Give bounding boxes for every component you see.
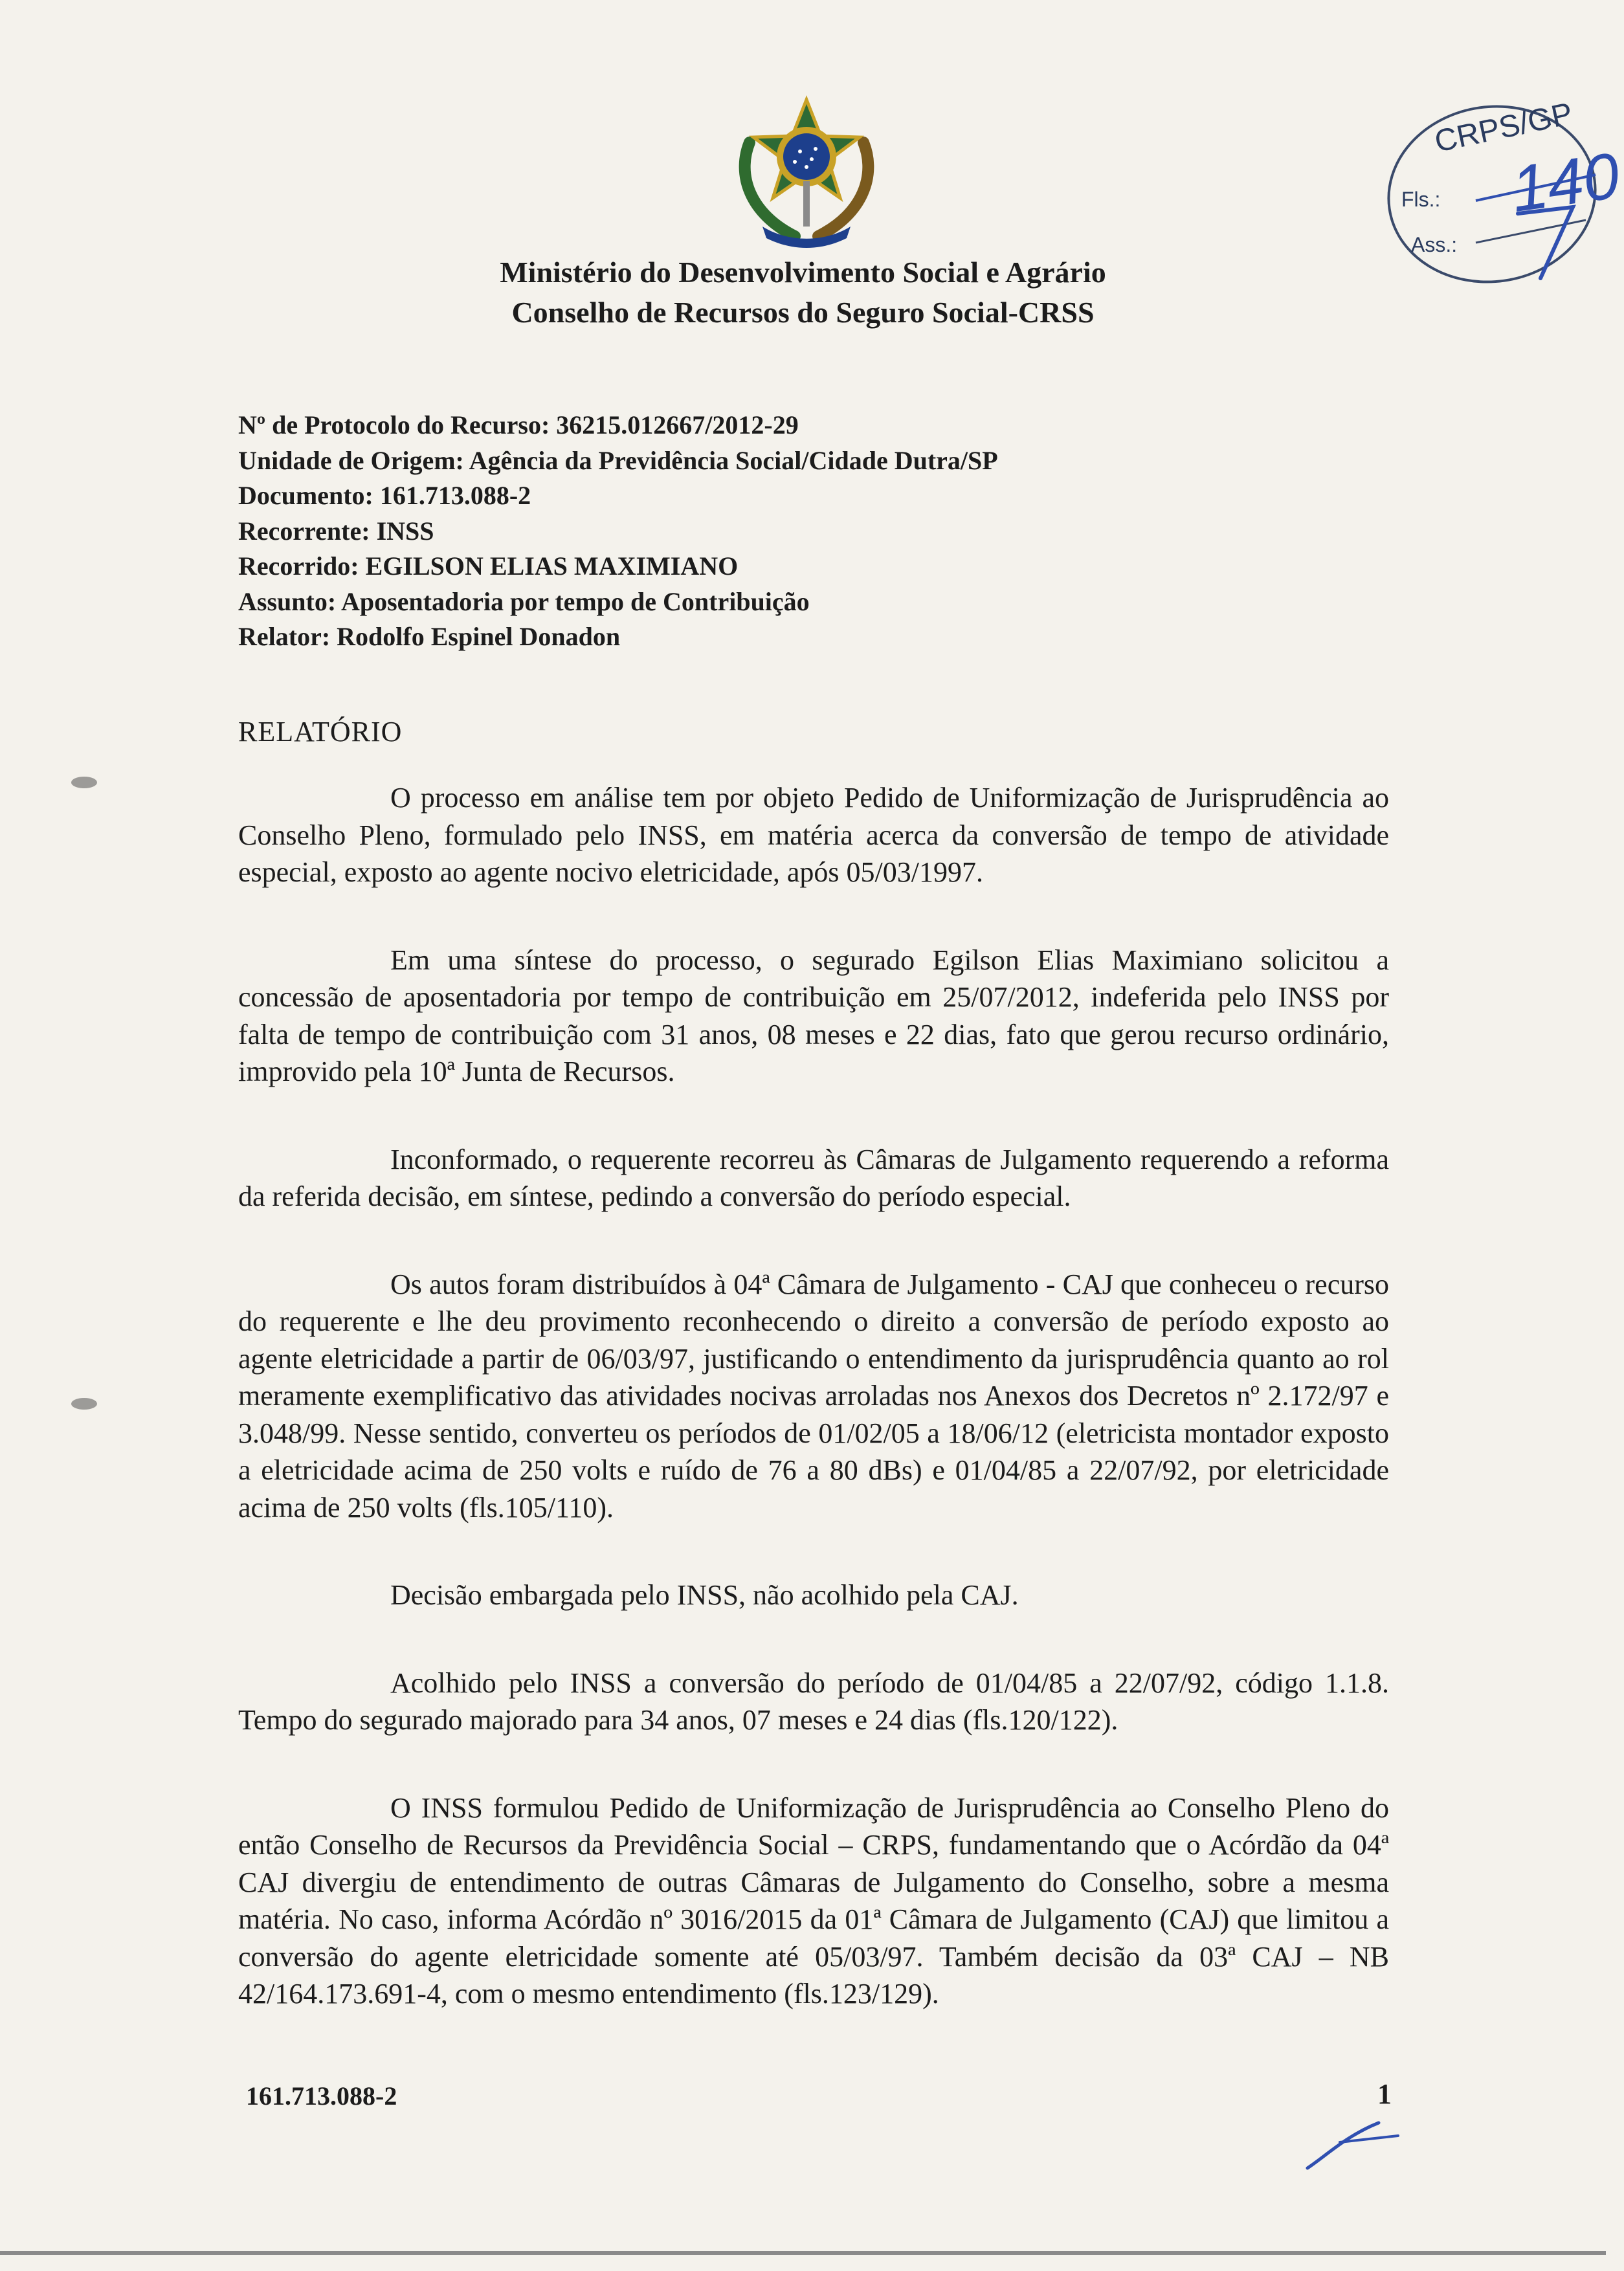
ministry-name: Ministério do Desenvolvimento Social e Agrário — [500, 256, 1106, 289]
meta-origin-unit: Unidade de Origem: Agência da Previdência Social/Cidade Dutra/SP — [238, 445, 998, 475]
paragraph: Em uma síntese do processo, o segurado Egilson Elias Maximiano solicitou a concessão de aposentadoria por tempo de contribuição em 25/07/2012, indeferida pelo INSS por falta de tempo de contribuição com 31 anos, 08 meses e 22 dias, fato que gerou recurso ordinário, improvido pela 10ª Junta de Recursos. — [238, 944, 1389, 1087]
meta-rapporteur: Relator: Rodolfo Espinel Donadon — [238, 622, 621, 651]
stamp-page-number: 140 — [1506, 138, 1624, 227]
coat-of-arms-icon — [724, 97, 889, 246]
footer-page-number: 1 — [1377, 2078, 1392, 2110]
paragraph: Acolhido pelo INSS a conversão do período de 01/04/85 a 22/07/92, código 1.1.8. Tempo do segurado majorado para 34 anos, 07 meses e 24 dias (fls.120/122). — [238, 1667, 1389, 1736]
report-body — [238, 779, 1389, 2063]
case-metadata — [238, 408, 998, 655]
paragraph: Inconformado, o requerente recorreu às Câmaras de Julgamento requerendo a reforma da referida decisão, em síntese, pedindo a conversão do período especial. — [238, 1143, 1389, 1212]
scan-edge-line — [0, 2251, 1606, 2255]
paragraph: O processo em análise tem por objeto Pedido de Uniformização de Jurisprudência ao Conselho Pleno, formulado pelo INSS, em matéria acerca da conversão de tempo de atividade especial, exposto ao agente nocivo eletricidade, após 05/03/1997. — [238, 782, 1389, 888]
stamp-ass-label: Ass.: — [1411, 233, 1458, 256]
footer-document-number: 161.713.088-2 — [246, 2081, 397, 2110]
stamp-code: CRPS/GP — [1431, 96, 1576, 159]
meta-respondent: Recorrido: EGILSON ELIAS MAXIMIANO — [238, 551, 739, 581]
paragraph: Decisão embargada pelo INSS, não acolhido pela CAJ. — [390, 1579, 1019, 1611]
meta-appellant: Recorrente: INSS — [238, 516, 434, 546]
meta-document: Documento: 161.713.088-2 — [238, 481, 531, 510]
handwritten-initials-icon — [1301, 2116, 1398, 2175]
paragraph: Os autos foram distribuídos à 04ª Câmara de Julgamento - CAJ que conheceu o recurso do requerente e lhe deu provimento reconhecendo o direito a conversão de período exposto ao agente eletricidade a partir de 06/03/97, justificando o entendimento da jurisprudência quanto ao rol meramente exemplificativo das atividades nocivas arroladas nos Anexos dos Decretos nº 2.172/97 e 3.048/99. Nesse sentido, converteu os períodos de 01/02/05 a 18/06/12 (eletricista montador exposto a eletricidade acima de 250 volts e ruído de 76 a 80 dBs) e 01/04/85 a 22/07/92, por eletricidade acima de 250 volts (fls.105/110). — [238, 1268, 1389, 1523]
stamp-fls-label: Fls.: — [1401, 188, 1441, 211]
punch-hole-mark — [71, 1398, 97, 1410]
section-title: RELATÓRIO — [238, 716, 403, 748]
meta-protocol: Nº de Protocolo do Recurso: 36215.012667/2012-29 — [238, 410, 799, 439]
paragraph: O INSS formulou Pedido de Uniformização de Jurisprudência ao Conselho Pleno do então Conselho de Recursos da Previdência Social – CRPS, fundamentando que o Acórdão da 04ª CAJ divergiu de entendimento de outras Câmaras de Julgamento do Conselho, sobre a mesma matéria. No caso, informa Acórdão nº 3016/2015 da 01ª Câmara de Julgamento (CAJ) que limitou a conversão do agente eletricidade somente até 05/03/97. Também decisão da 03ª CAJ – NB 42/164.173.691-4, com o mesmo entendimento (fls.123/129). — [238, 1791, 1389, 2010]
punch-hole-mark — [71, 777, 97, 788]
meta-subject: Assunto: Aposentadoria por tempo de Contribuição — [238, 586, 810, 616]
letterhead — [0, 252, 1606, 333]
council-name: Conselho de Recursos do Seguro Social-CRSS — [511, 296, 1095, 329]
